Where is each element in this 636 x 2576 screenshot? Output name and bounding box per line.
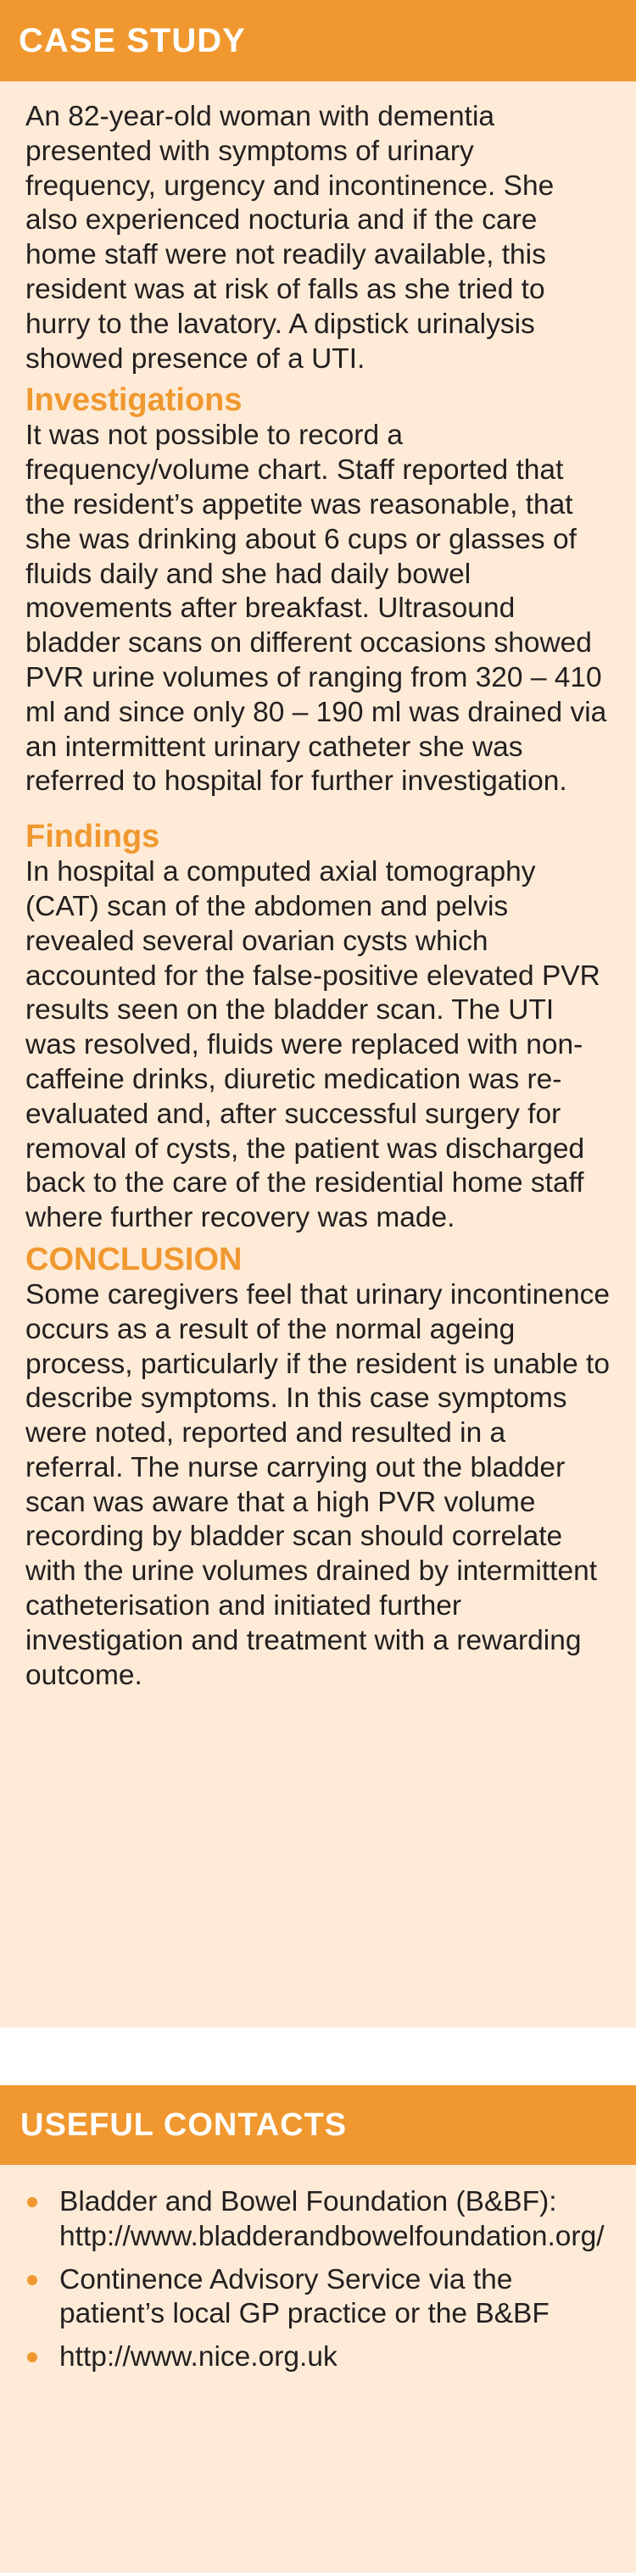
- findings-text: In hospital a computed axial tomography (CAT) scan of the abdomen and pelvis revealed several ovarian cysts which accounted for the false-positive elevated PVR results seen on the bladder scan. The UTI was resolved, fluids were replaced with non-caffeine drinks, diuretic medication was re-evaluated and, after successful surgery for removal of cysts, the patient was discharged back to the care of the residential home staff where further recovery was made.: [25, 856, 600, 1234]
- findings-heading: Findings: [25, 819, 160, 855]
- bullet-icon: [27, 2197, 37, 2207]
- contact-item-text: Continence Advisory Service via the patient’s local GP practice or the B&BF: [59, 2263, 550, 2330]
- useful-contacts-title: USEFUL CONTACTS: [0, 2085, 636, 2165]
- contact-item: [25, 2185, 611, 2255]
- contact-item: [25, 2263, 611, 2333]
- investigations-text: It was not possible to record a frequency/volume chart. Staff reported that the resident’s appetite was reasonable, that she was drinking about 6 cups or glasses of fluids daily and she had daily bowel movements after breakfast. Ultrasound bladder scans on different occasions showed PVR urine volumes of ranging from 320 – 410 ml and since only 80 – 190 ml was drained via an intermittent urinary catheter she was referred to hospital for further investigation.: [25, 420, 607, 798]
- investigations-heading: Investigations: [25, 382, 243, 419]
- contact-item: [25, 2340, 611, 2375]
- case-intro-text: An 82-year-old woman with dementia presented with symptoms of urinary frequency, urgency and incontinence. She also experienced nocturia and if the care home staff were not readily available, this resident was at risk of falls as she tried to hurry to the lavatory. A dipstick urinalysis showed presence of a UTI.: [25, 101, 555, 375]
- conclusion-text: Some caregivers feel that urinary incontinence occurs as a result of the normal ageing process, particularly if the resident is unable to describe symptoms. In this case symptoms were noted, reported and resulted in a referral. The nurse carrying out the bladder scan was aware that a high PVR volume recording by bladder scan should correlate with the urine volumes drained by intermittent catheterisation and initiated further investigation and treatment with a rewarding outcome.: [25, 1278, 610, 1691]
- conclusion-heading: CONCLUSION: [25, 1241, 243, 1277]
- contact-item-text: http://www.nice.org.uk: [59, 2341, 338, 2373]
- contact-item-text: Bladder and Bowel Foundation (B&BF): http://www.bladderandbowelfoundation.org/: [59, 2186, 605, 2252]
- case-study-title: CASE STUDY: [0, 0, 636, 81]
- bullet-icon: [27, 2352, 37, 2362]
- case-study-body: [0, 81, 636, 1693]
- useful-contacts-box: [0, 2085, 636, 2573]
- bullet-icon: [27, 2275, 37, 2285]
- contacts-list: [0, 2165, 636, 2375]
